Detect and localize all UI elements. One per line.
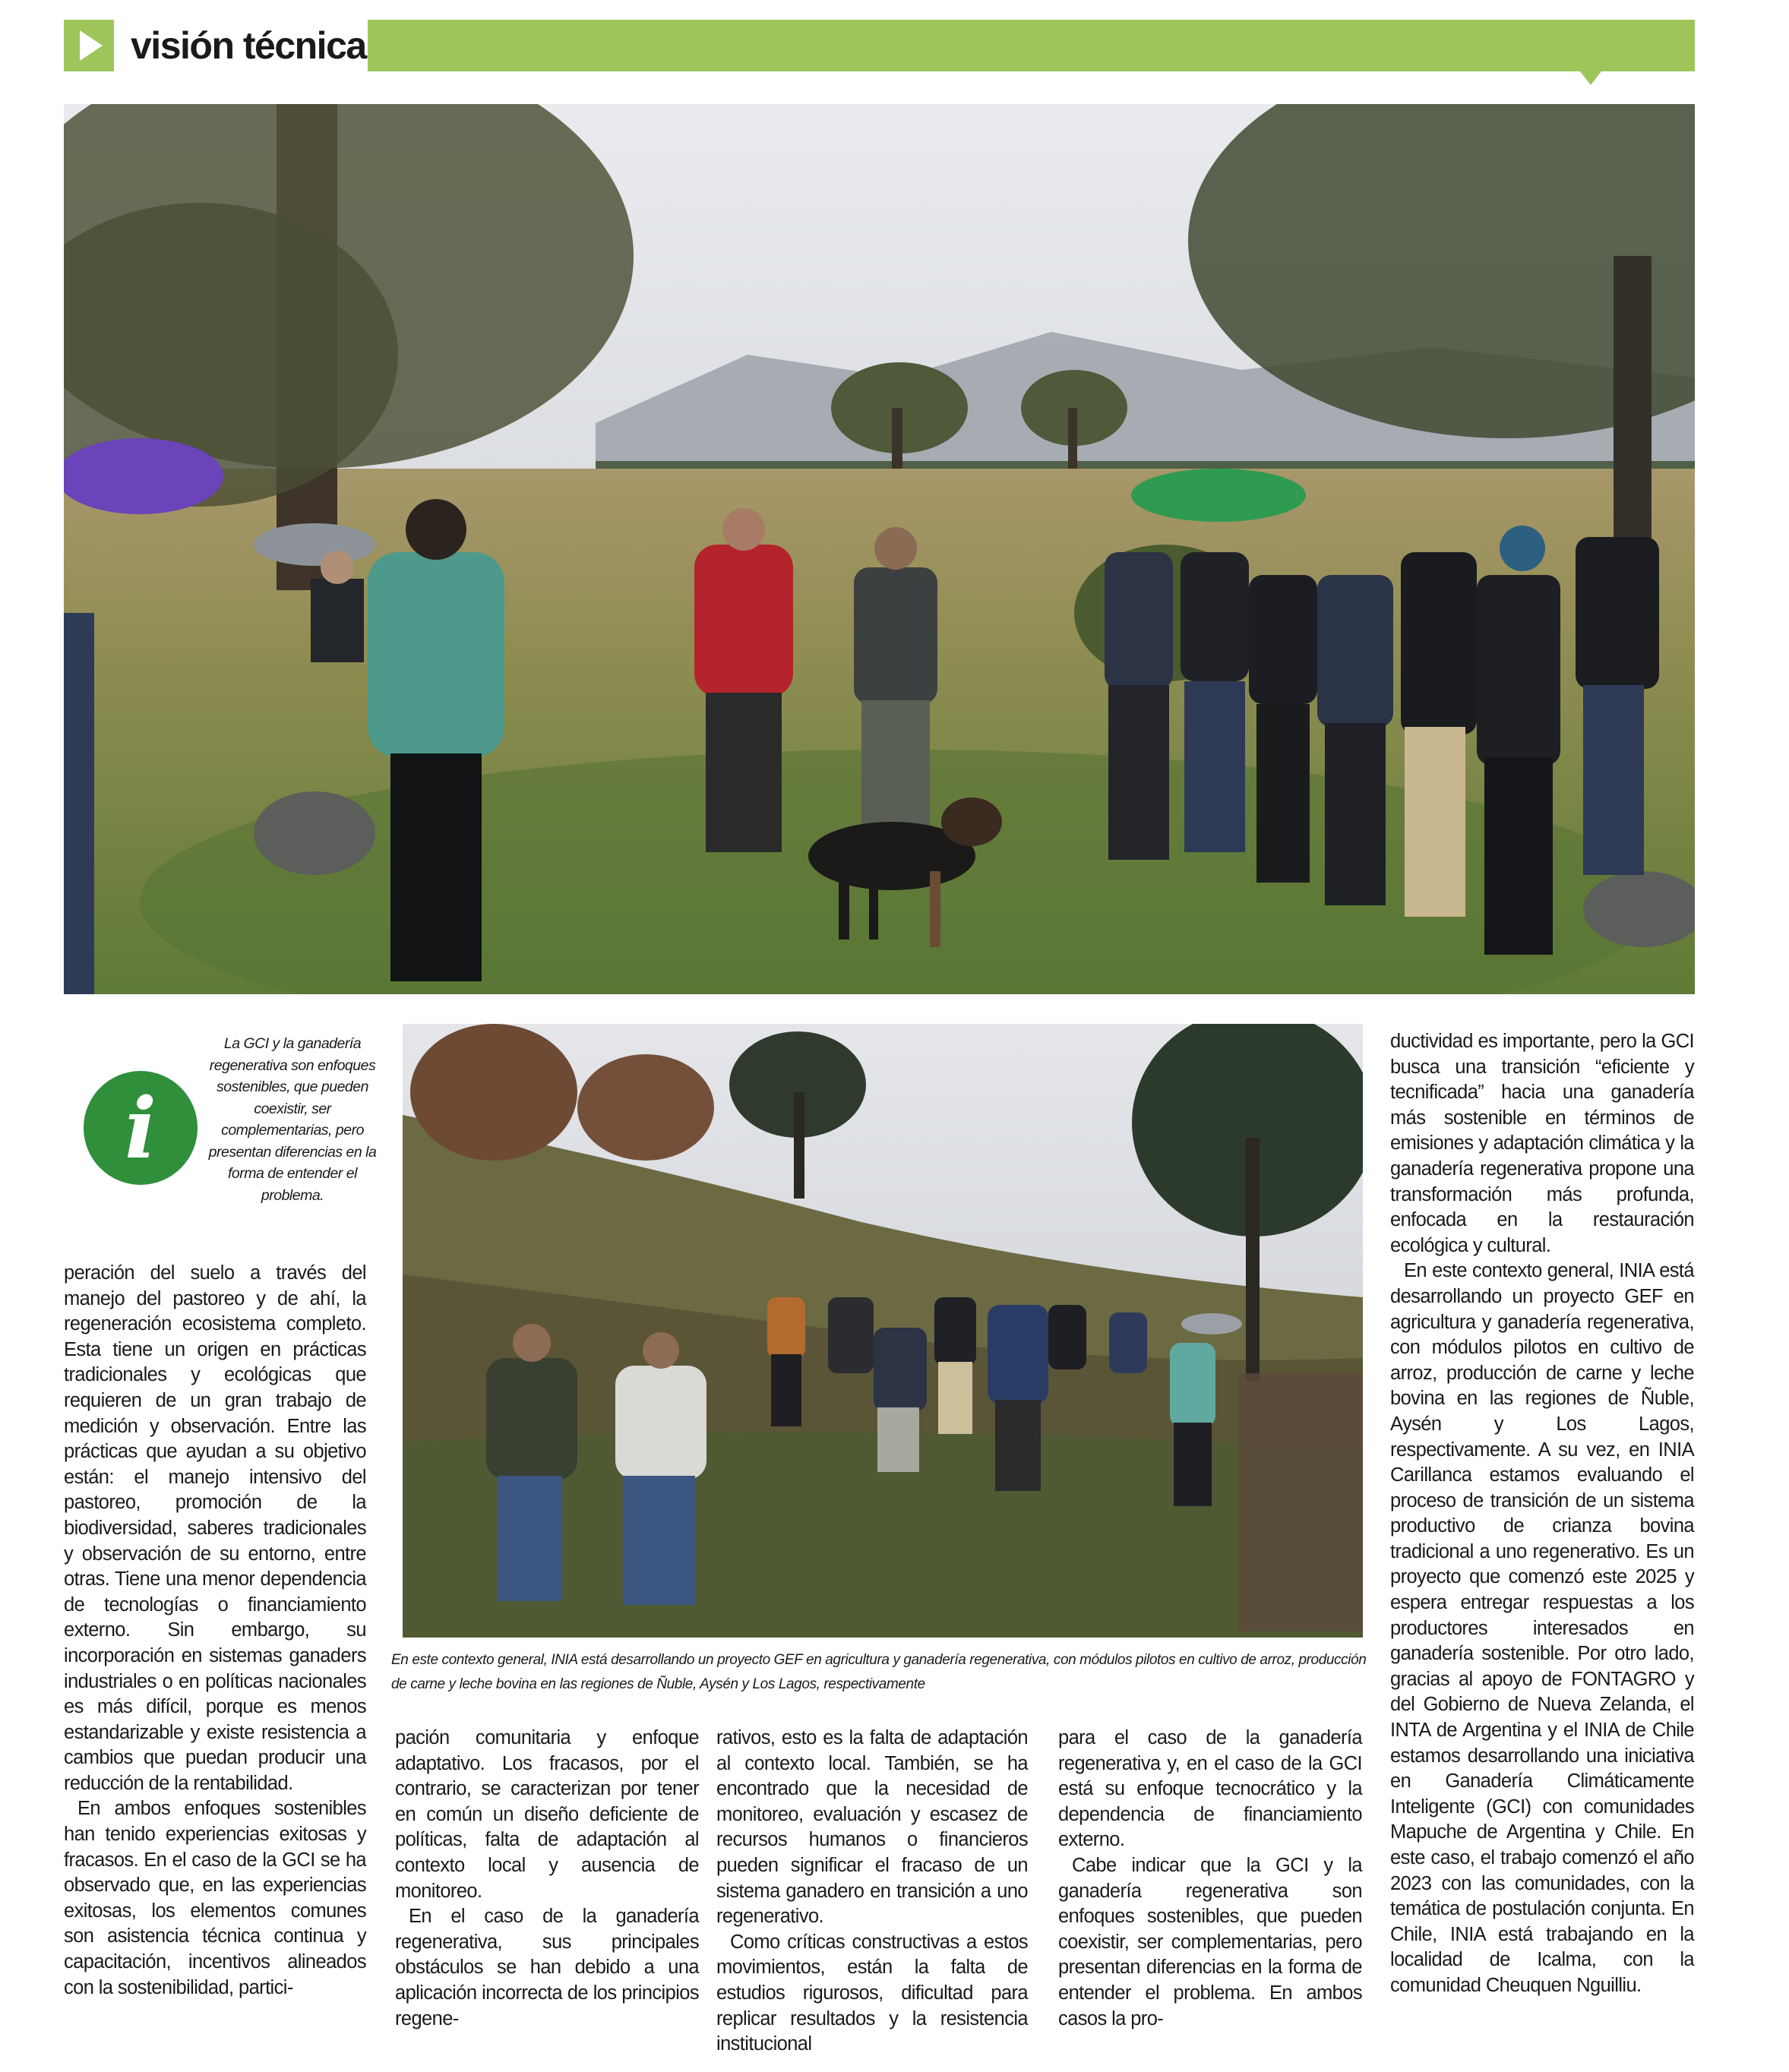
paragraph: rativos, esto es la falta de adaptación al contexto local. También, se ha encontrado que la necesidad de monitoreo, evaluación y escasez de recursos humanos o financieros pueden significar el fracaso de un sistema ganadero en transición a uno regenerativo. [716, 1727, 1028, 1928]
paragraph: para el caso de la ganadería regenerativa y, en el caso de la GCI está su enfoque tecnocrático y la dependencia de financiamiento externo. [1058, 1727, 1362, 1851]
text-column-1 [64, 1261, 366, 2001]
text-column-3 [716, 1726, 1028, 2058]
paragraph: peración del suelo a través del manejo del pastoreo y de ahí, la regeneración ecosistema completo. Esta tiene un origen en prácticas tradicionales y ecológicas que requieren de un gran trabajo de medición y observación. Entre las prácticas que ayudan a su objetivo están: el manejo intensivo del pastoreo, promoción de la biodiversidad, saberes tradicionales y observación de su entorno, entre otras. Tiene una menor dependencia de tecnologías o financiamiento externo. Sin embargo, su incorporación en sistemas ganaders industriales o en políticas nacionales es más difícil, porque es menos estandarizable y existe resistencia a cambios que puedan producir una reducción de la rentabilidad. [64, 1262, 366, 1794]
info-box-text: La GCI y la ganadería regenerativa son enfoques sostenibles, que pueden coexistir, ser complementarias, pero presentan diferencias en la forma de entender el problema. [208, 1035, 377, 1204]
section-title: visión técnica [131, 24, 366, 67]
hillside-meeting-photo [403, 1024, 1363, 1638]
text-column-5 [1390, 1029, 1694, 1999]
paragraph: Como críticas constructivas a estos movimientos, están la falta de estudios rigurosos, dificultad para replicar resultados y la resistencia institucional [716, 1931, 1028, 2055]
paragraph: En el caso de la ganadería regenerativa, sus principales obstáculos se han debido a una aplicación incorrecta de los principios regene- [395, 1906, 699, 2029]
paragraph: En este contexto general, INIA está desarrollando un proyecto GEF en agricultura y ganadería regenerativa, con módulos pilotos en cultivo de arroz, producción de carne y leche bovina en las regiones de Ñuble, Aysén y Los Lagos, respectivamente. A su vez, en INIA Carillanca estamos evaluando el proceso de transición de un sistema productivo de crianza bovina tradicional a uno regenerativo. Es un proyecto que comenzó este 2025 y espera entregar respuestas a los productores interesados en ganadería sostenible. Por otro lado, gracias al apoyo de FONTAGRO y del Gobierno de Nueva Zelanda, el INTA de Argentina y el INIA de Chile estamos desarrollando una iniciativa en Ganadería Climáticamente Inteligente (GCI) con comunidades Mapuche de Argentina y Chile. En este caso, el trabajo comenzó el año 2023 con las comunidades, con la temática de postulación conjunta. En Chile, INIA está trabajando en la localidad de Icalma, con la comunidad Cheuquen Nguilliu. [1390, 1260, 1694, 1996]
field-meeting-photo [64, 104, 1695, 994]
info-icon: i [84, 1071, 198, 1185]
play-arrow-icon [64, 20, 114, 71]
section-header-tail [1580, 71, 1601, 85]
paragraph: Cabe indicar que la GCI y la ganadería regenerativa son enfoques sostenibles, que pueden coexistir, ser complementarias, pero presentan diferencias en la forma de entender el problema. En ambos casos la pro- [1058, 1854, 1362, 2029]
text-column-2 [395, 1726, 699, 2032]
paragraph: pación comunitaria y enfoque adaptativo. Los fracasos, por el contrario, se caracterizan por tener en común un diseño deficiente de políticas, falta de adaptación al contexto local y ausencia de monitoreo. [395, 1727, 699, 1902]
text-column-4 [1058, 1726, 1362, 2032]
paragraph: En ambos enfoques sostenibles han tenido experiencias exitosas y fracasos. En el caso de la GCI se ha observado que, en las experiencias exitosas, los elementos comunes son asistencia técnica continua y capacitación, incentivos alineados con la sostenibilidad, partici- [64, 1798, 366, 1998]
section-header [64, 20, 368, 71]
photo-caption: En este contexto general, INIA está desarrollando un proyecto GEF en agricultura y ganadería regenerativa, con módulos pilotos en cultivo de arroz, producción de carne y leche bovina en las regiones de Ñuble, Aysén y Los Lagos, respectivamente [391, 1652, 1367, 1692]
paragraph: ductividad es importante, pero la GCI busca una transición “eficiente y tecnificada” hacia una ganadería más sostenible en términos de emisiones y adaptación climática y la ganadería regenerativa propone una transformación más profunda, enfocada en la restauración ecológica y cultural. [1390, 1031, 1694, 1256]
